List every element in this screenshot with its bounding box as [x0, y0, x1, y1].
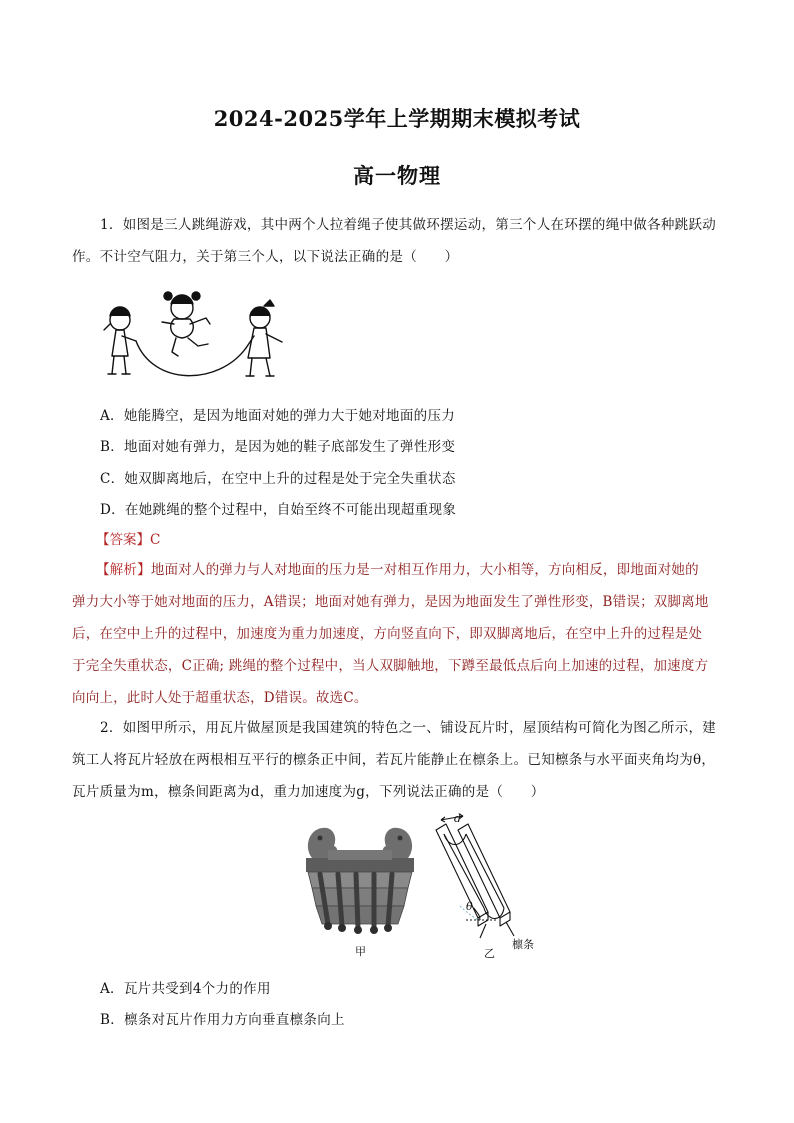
q2-line2: 筑工人将瓦片轻放在两根相互平行的檩条正中间，若瓦片能静止在檩条上。已知檩条与水平面夹角均为θ， [72, 752, 716, 768]
q1-option-a: A．她能腾空，是因为地面对她的弹力大于她对地面的压力 [100, 408, 456, 424]
q1-option-d: D．在她跳绳的整个过程中，自始至终不可能出现超重现象 [100, 502, 457, 518]
exam-subject: 高一物理 [353, 163, 441, 188]
q2-line1: 2．如图甲所示，用瓦片做屋顶是我国建筑的特色之一、铺设瓦片时，屋顶结构可简化为图乙所示，建 [100, 720, 717, 736]
exam-title: 2024-2025学年上学期期末模拟考试 [213, 106, 581, 131]
q2-stem [72, 712, 724, 808]
q1-line1: 1．如图是三人跳绳游戏，其中两个人拉着绳子使其做环摆运动，第三个人在环摆的绳中做各种跳跃动 [100, 217, 717, 233]
q1-explanation [72, 554, 724, 714]
roof-tiles-photo [298, 818, 422, 946]
q1-option-c: C．她双脚离地后，在空中上升的过程是处于完全失重状态 [100, 471, 456, 487]
q1-stem [72, 209, 724, 273]
explain-tag: 【解析】 [96, 562, 151, 578]
explain-line4: 于完全失重状态，C正确; 跳绳的整个过程中，当人双脚触地，下蹲至最低点后向上加速的过程，加速度方 [72, 658, 709, 674]
figure-yi-caption: 乙 [484, 947, 495, 960]
jump-rope-illustration [98, 286, 294, 386]
q2-option-a: A．瓦片共受到4个力的作用 [100, 981, 271, 997]
explain-line1: 地面对人的弹力与人对地面的压力是一对相互作用力，大小相等，方向相反，即地面对她的 [150, 562, 699, 578]
label-purlin: 檩条 [512, 938, 534, 951]
q2-option-b: B．檩条对瓦片作用力方向垂直檩条向上 [100, 1012, 345, 1028]
q1-answer [96, 528, 160, 548]
q1-option-b: B．地面对她有弹力，是因为她的鞋子底部发生了弹性形变 [100, 439, 456, 455]
explain-line3: 后，在空中上升的过程中，加速度为重力加速度，方向竖直向下，即双脚离地后，在空中上升的过程是处 [72, 626, 703, 642]
q1-line2: 作。不计空气阻力，关于第三个人，以下说法正确的是（ ） [72, 249, 459, 265]
explain-line2: 弹力大小等于她对地面的压力，A错误；地面对她有弹力，是因为地面发生了弹性形变，B错误；双脚离地 [72, 594, 709, 610]
q2-line3: 瓦片质量为m，檩条间距离为d，重力加速度为g，下列说法正确的是（ ） [72, 784, 545, 800]
answer-value: C [150, 532, 161, 548]
label-d: d [454, 812, 462, 825]
figure-jia-caption: 甲 [355, 945, 366, 958]
answer-tag: 【答案】 [96, 532, 150, 548]
explain-line5: 向向上，此时人处于超重状态，D错误。故选C。 [72, 690, 368, 706]
label-theta: θ [466, 900, 473, 913]
